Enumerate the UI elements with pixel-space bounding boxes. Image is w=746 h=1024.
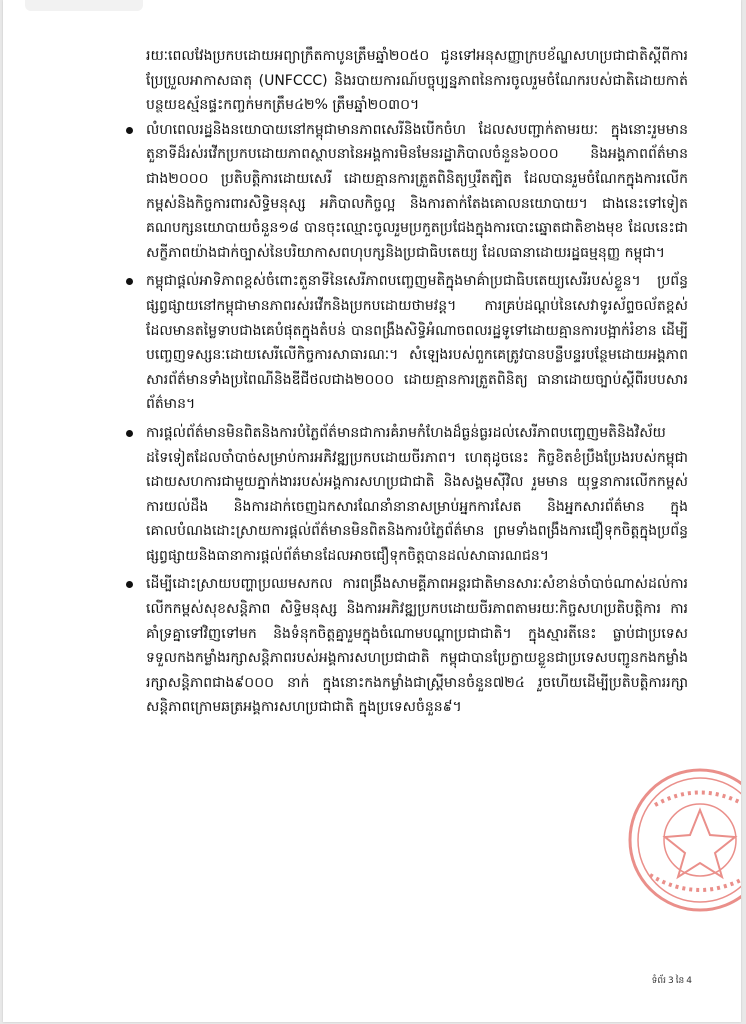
bullet-text: កម្ពុជាផ្តល់អាទិភាពខ្ពស់ចំពោះតួនាទីនៃសេរីភាពបញ្ចេញមតិក្នុងមាគ៌ាប្រជាធិបតេយ្យសេរីរបស់ខ្លួន។ ប្រព័ន្ធផ្សព្វផ្សាយនៅកម្ពុជាមានភាពរស់រវើកនិងប្រកបដោយថាមវន្ត។ ការគ្រប់ដណ្តប់នៃសេវាទូរស័ព្ទចល័តខ្ពស់ ដែលមានតម្លៃទាបជាងគេបំផុតក្នុងតំបន់ បានពង្រឹងសិទ្ធិអំណាចពលរដ្ឋទូទៅដោយគ្មានការបង្អាក់រំខាន ដើម្បីបញ្ចេញទស្សនៈដោយសេរីលើកិច្ចការសាធារណៈ។ សំឡេងរបស់ពួកគេត្រូវបានបន្លឺបន្ទរបន្ថែមដោយអង្គភាពសារព័ត៌មានទាំងប្រពៃណីនិងឌីជីថលជាង២០០០ ដោយគ្មានការត្រួតពិនិត្យ ធានាដោយច្បាប់ស្តីពីរបបសារព័ត៌មាន។: [146, 273, 688, 413]
intro-paragraph: រយៈពេលវែងប្រកបដោយអព្យាក្រឹតកាបូនត្រឹមឆ្នាំ២០៥០ ជូនទៅអនុសញ្ញាក្របខ័ណ្ឌសហប្រជាជាតិស្តីពីការប្រែប្រួលអាកាសធាតុ (UNFCCC) និងរបាយការណ៍បច្ចុប្បន្នភាពនៃការចូលរួមចំណែករបស់ជាតិដោយកាត់បន្ថយឧស្ម័នផ្ទះកញ្ចក់មកត្រឹម៤២% ត្រឹមឆ្នាំ២០៣០។: [146, 48, 688, 114]
top-tab-shape: [25, 0, 143, 11]
bullet-item-1: [108, 118, 688, 266]
bullet-icon: [126, 127, 133, 134]
bullet-text: ការផ្តល់ព័ត៌មានមិនពិតនិងការបំភ្លៃព័ត៌មានជាការគំរាមកំហែងដ៏ធ្ងន់ធ្ងរដល់សេរីភាពបញ្ចេញមតិនិងវិស័យដទៃទៀតដែលចាំបាច់សម្រាប់ការអភិវឌ្ឍប្រកបដោយចីរភាព។ ហេតុដូចនេះ កិច្ចខិតខំប្រឹងប្រែងរបស់កម្ពុជាដោយសហការជាមួយភ្នាក់ងាររបស់អង្គការសហប្រជាជាតិ និងសង្គមស៊ីវិល រួមមាន យុទ្ធនាការលើកកម្ពស់ការយល់ដឹង និងការដាក់ចេញឯកសារណែនាំនានាសម្រាប់អ្នកការសែត និងអ្នកសារព័ត៌មាន ក្នុងគោលបំណងដោះស្រាយការផ្តល់ព័ត៌មានមិនពិតនិងការបំភ្លៃព័ត៌មាន ព្រមទាំងពង្រឹងការជឿទុកចិត្តក្នុងប្រព័ន្ធផ្សព្វផ្សាយនិងធានាការផ្តល់ព័ត៌មានដែលអាចជឿទុកចិត្តបានដល់សាធារណជន។: [146, 424, 688, 564]
bullet-item-4: [108, 572, 688, 720]
bullet-item-2: [108, 269, 688, 417]
page-current: 3: [667, 976, 674, 986]
document-body: [108, 44, 688, 724]
bullet-text: ដើម្បីដោះស្រាយបញ្ហាប្រឈមសកល ការពង្រឹងសាមគ្គីភាពអន្តរជាតិមានសារៈសំខាន់ចាំបាច់ណាស់ដល់ការលើកកម្ពស់សុខសន្តិភាព សិទ្ធិមនុស្ស និងការអភិវឌ្ឍប្រកបដោយចីរភាពតាមរយៈកិច្ចសហប្រតិបត្តិការ ការគាំទ្រគ្នាទៅវិញទៅមក និងទំនុកចិត្តគ្នារួមក្នុងចំណោមបណ្តាប្រជាជាតិ។ ក្នុងស្មារតីនេះ ធ្លាប់ជាប្រទេសទទួលកងកម្លាំងរក្សាសន្តិភាពរបស់អង្គការសហប្រជាជាតិ កម្ពុជាបានប្រែក្លាយខ្លួនជាប្រទេសបញ្ជូនកងកម្លាំងរក្សាសន្តិភាពជាង៩០០០ នាក់ ក្នុងនោះកងកម្លាំងជាស្ត្រីមានចំនួន៧២៤ រួចហើយដើម្បីប្រតិបត្តិការរក្សាសន្តិភាពក្រោមឆត្រអង្គការសហប្រជាជាតិ ក្នុងប្រទេសចំនួន៩។: [146, 576, 688, 716]
page-number: [651, 975, 693, 988]
bullet-icon: [126, 430, 133, 437]
bullet-icon: [126, 278, 133, 285]
bullet-text: លំហពេលរដ្ឋនិងនយោបាយនៅកម្ពុជាមានភាពសេរីនិងបើកចំហ ដែលសបញ្ជាក់តាមរយៈ ក្នុងនោះរួមមាន តួនាទីដ៏រស់រវើកប្រកបដោយភាពស្ថាបនានៃអង្គការមិនមែនរដ្ឋាភិបាលចំនួន៦០០០ និងអង្គភាពព័ត៌មានជាង២០០០ ប្រតិបត្តិការដោយសេរី ដោយគ្មានការត្រួតពិនិត្យឬរឹតត្បិត ដែលបានរួមចំណែកក្នុងការលើកកម្ពស់និងកិច្ចការពារសិទ្ធិមនុស្ស អភិបាលកិច្ចល្អ និងការតាក់តែងគោលនយោបាយ។ ជាងនេះទៅទៀត គណបក្សនយោបាយចំនួន១៨ បានចុះឈ្មោះចូលរួមប្រកួតប្រជែងក្នុងការបោះឆ្នោតជាតិខាងមុខ ដែលនេះជាសក្ខីភាពយ៉ាងជាក់ច្បាស់នៃបរិយាកាសពហុបក្សនិងប្រជាធិបតេយ្យ ដែលធានាដោយរដ្ឋធម្មនុញ្ញ កម្ពុជា។: [146, 121, 688, 261]
page-total: 4: [686, 976, 692, 986]
page-word: ទំព័រ: [651, 976, 666, 986]
bullet-item-3: [108, 421, 688, 569]
official-seal-icon: [625, 765, 741, 915]
bullet-icon: [126, 581, 133, 588]
page-of: នៃ: [675, 976, 685, 986]
document-page: [3, 0, 741, 1022]
